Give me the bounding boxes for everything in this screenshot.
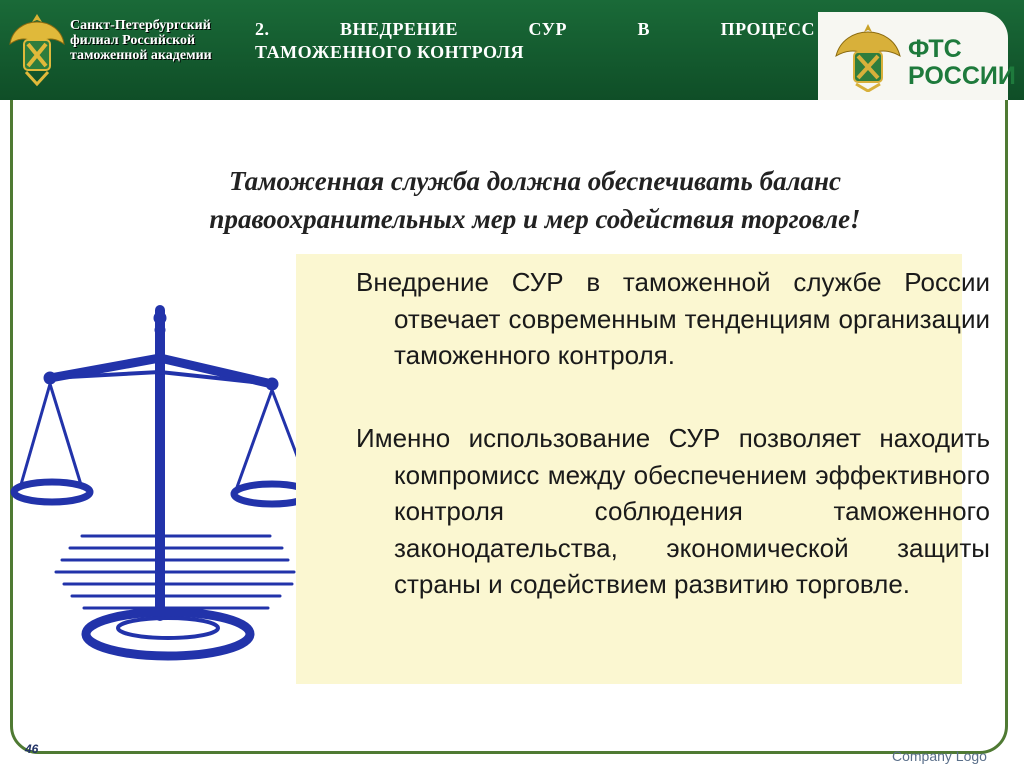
slide-title — [255, 18, 815, 64]
logo-word-2: РОССИИ — [908, 62, 1016, 90]
fts-logo-text — [908, 36, 1016, 90]
title-word: ПРОЦЕСС — [720, 19, 815, 39]
company-logo: Company Logo — [892, 748, 987, 764]
title-word: ВНЕДРЕНИЕ — [340, 19, 458, 39]
lead-statement — [115, 162, 955, 238]
scales-of-justice-icon — [10, 296, 310, 666]
lead-line-2: правоохранительных мер и мер содействия торговле! — [209, 204, 861, 234]
page-number: 46 — [25, 742, 39, 756]
fts-eagle-icon — [832, 22, 904, 92]
lead-line-1: Таможенная служба должна обеспечивать баланс — [229, 166, 841, 196]
academy-name: Санкт-Петербургский филиал Российской таможенной академии — [70, 18, 212, 63]
title-word: СУР — [528, 19, 567, 39]
title-word: 2. — [255, 19, 270, 39]
title-line-2: ТАМОЖЕННОГО КОНТРОЛЯ — [255, 42, 524, 62]
title-word: В — [637, 19, 651, 39]
title-line-1 — [255, 18, 815, 41]
logo-word-1: ФТС — [908, 35, 962, 63]
paragraph-2: Именно использование СУР позволяет находить компромисс между обеспечением эффективного контроля соблюдения таможенного законодательства, экономической защиты страны и содействием развитию торговле. — [356, 423, 990, 599]
customs-emblem-icon — [4, 8, 70, 92]
paragraph-1: Внедрение СУР в таможенной службе России отвечает современным тенденциям организации таможенного контроля. — [356, 267, 990, 370]
